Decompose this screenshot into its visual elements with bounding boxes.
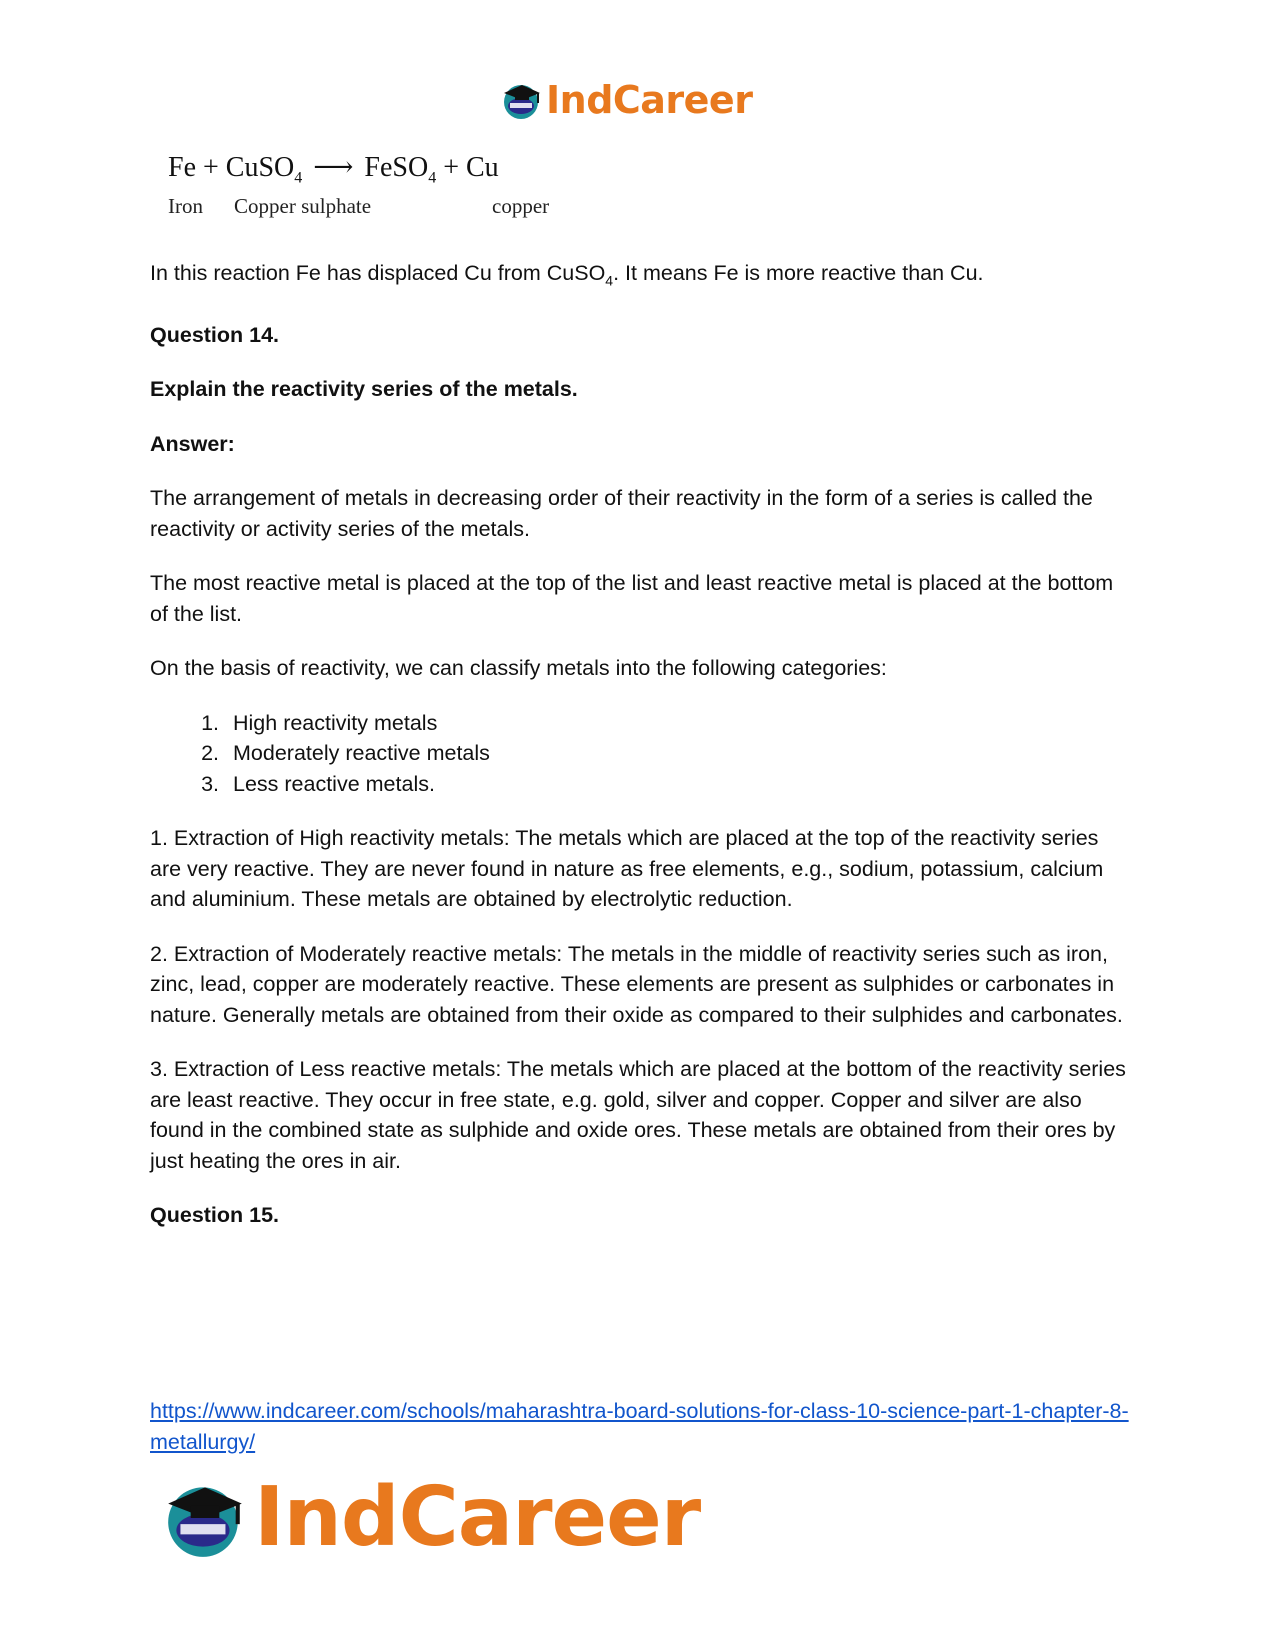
- categories-list: [150, 708, 1135, 800]
- label-copper-sulphate: Copper sulphate: [234, 193, 372, 218]
- label-copper: copper: [492, 193, 550, 218]
- chemical-equation: [168, 150, 550, 224]
- eq-product-feso4: FeSO$_4$: [364, 152, 437, 187]
- paragraph: 2. Extraction of Moderately reactive metals: The metals in the middle of reactivity series such as iron, zinc, lead, copper are moderately reactive. These elements are present as sulphides or carbonates in nature. Generally metals are obtained from their oxide as compared to their sulphides and carbonates.: [150, 941, 1123, 1027]
- source-url-link[interactable]: https://www.indcareer.com/schools/maharashtra-board-solutions-for-class-10-science-part-1-chapter-8-metallurgy/: [150, 1399, 1129, 1454]
- paragraph: On the basis of reactivity, we can classify metals into the following categories:: [150, 656, 887, 681]
- header-logo: [500, 78, 752, 122]
- question-14-text: Explain the reactivity series of the metals.: [150, 377, 578, 402]
- equation-line: [168, 150, 499, 188]
- list-item: 3. Less reactive metals.: [225, 769, 1135, 800]
- graduation-cap-globe-icon: [500, 79, 544, 121]
- list-item: 1. High reactivity metals: [225, 708, 1135, 739]
- footer-link-block: [150, 1396, 1135, 1457]
- eq-arrow: ⟶: [313, 152, 354, 183]
- footer-logo: [160, 1470, 700, 1565]
- question-14-heading: Question 14.: [150, 322, 280, 347]
- eq-reactant-fe: Fe: [168, 152, 196, 183]
- answer-label: Answer:: [150, 431, 235, 456]
- eq-plus: +: [443, 152, 459, 183]
- eq-plus: +: [203, 152, 219, 183]
- paragraph: 3. Extraction of Less reactive metals: The metals which are placed at the bottom of the reactivity series are least reactive. They occur in free state, e.g. gold, silver and copper. Copper and silver are also found in the combined state as sulphide and oxide ores. These metals are obtained from their ores by just heating the ores in air.: [150, 1057, 1126, 1173]
- label-iron: Iron: [168, 193, 203, 218]
- graduation-cap-globe-icon: [160, 1475, 250, 1561]
- list-item: 2. Moderately reactive metals: [225, 738, 1135, 769]
- header-logo-text: IndCareer: [546, 78, 753, 122]
- question-15-heading: Question 15.: [150, 1203, 280, 1228]
- footer-logo-text: IndCareer: [254, 1470, 701, 1565]
- paragraph: The arrangement of metals in decreasing order of their reactivity in the form of a series is called the reactivity or activity series of the metals.: [150, 486, 1093, 541]
- paragraph: The most reactive metal is placed at the top of the list and least reactive metal is placed at the bottom of the list.: [150, 571, 1114, 626]
- eq-product-cu: Cu: [466, 152, 499, 183]
- document-body: [150, 258, 1135, 1255]
- eq-reactant-cuso4: CuSO$_4$: [225, 152, 303, 187]
- equation-labels: [168, 193, 550, 224]
- paragraph: 1. Extraction of High reactivity metals: The metals which are placed at the top of the reactivity series are very reactive. They are never found in nature as free elements, e.g., sodium, potassium, calcium and aluminium. These metals are obtained by electrolytic reduction.: [150, 826, 1104, 912]
- reaction-explanation: In this reaction Fe has displaced Cu from CuSO$_4$. It means Fe is more reactive than Cu.: [150, 261, 984, 289]
